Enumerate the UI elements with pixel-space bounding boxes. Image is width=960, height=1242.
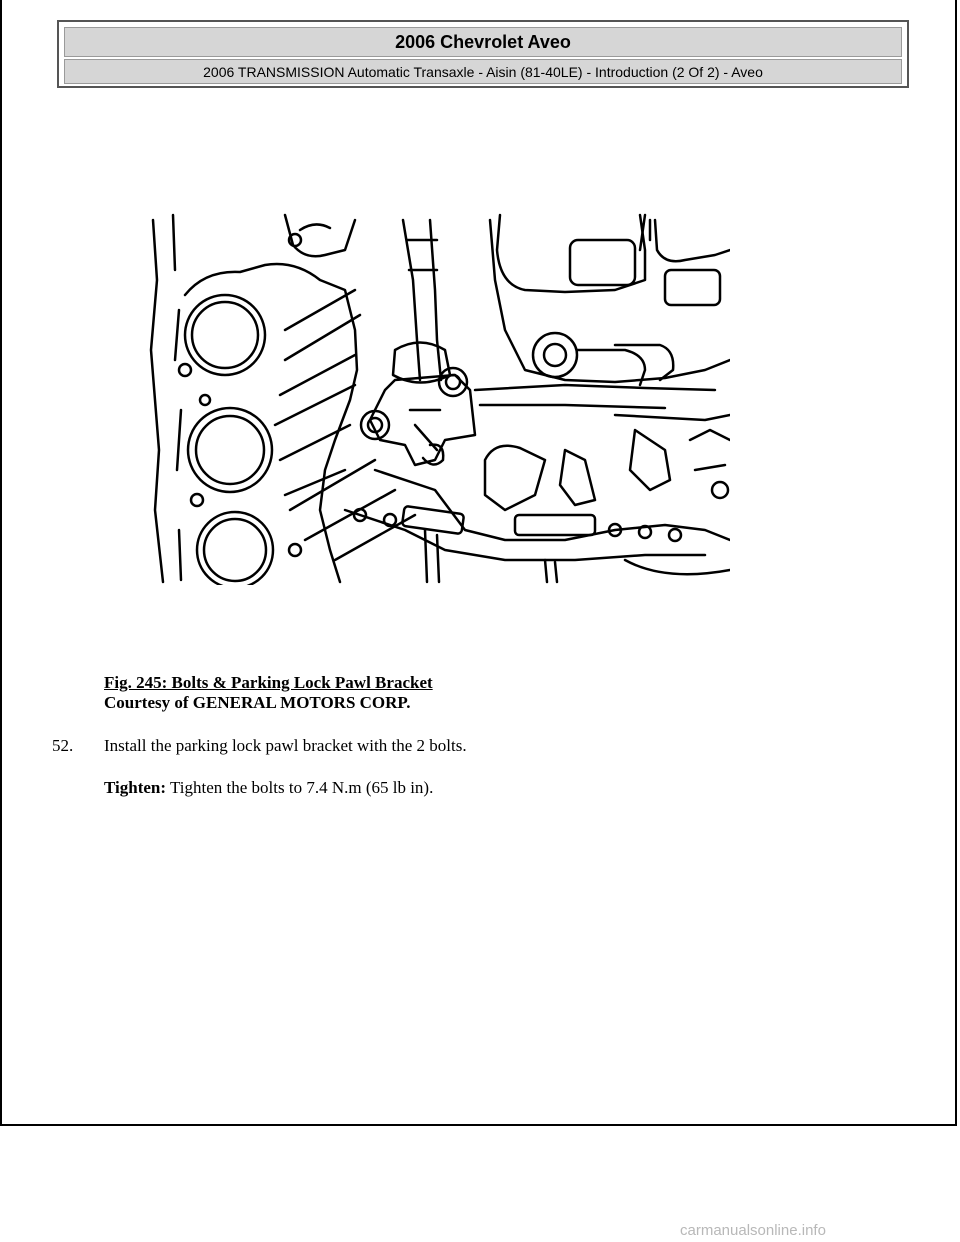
watermark: carmanualsonline.info: [680, 1222, 826, 1239]
step-number: 52.: [52, 736, 74, 755]
document-title: 2006 Chevrolet Aveo: [64, 27, 902, 57]
document-header: [57, 20, 909, 88]
procedure-step: [52, 736, 467, 756]
step-text: Install the parking lock pawl bracket with the 2 bolts.: [104, 736, 467, 755]
tighten-label: Tighten:: [104, 778, 167, 797]
figure-courtesy: Courtesy of GENERAL MOTORS CORP.: [104, 693, 411, 712]
tighten-spec: [104, 778, 433, 798]
figure-caption: [104, 673, 433, 713]
document-subtitle: 2006 TRANSMISSION Automatic Transaxle - Aisin (81-40LE) - Introduction (2 Of 2) - Aveo: [64, 59, 902, 84]
transaxle-line-drawing: [145, 210, 730, 585]
tighten-text: Tighten the bolts to 7.4 N.m (65 lb in).: [166, 778, 434, 797]
figure-title: Fig. 245: Bolts & Parking Lock Pawl Bracket: [104, 673, 433, 692]
